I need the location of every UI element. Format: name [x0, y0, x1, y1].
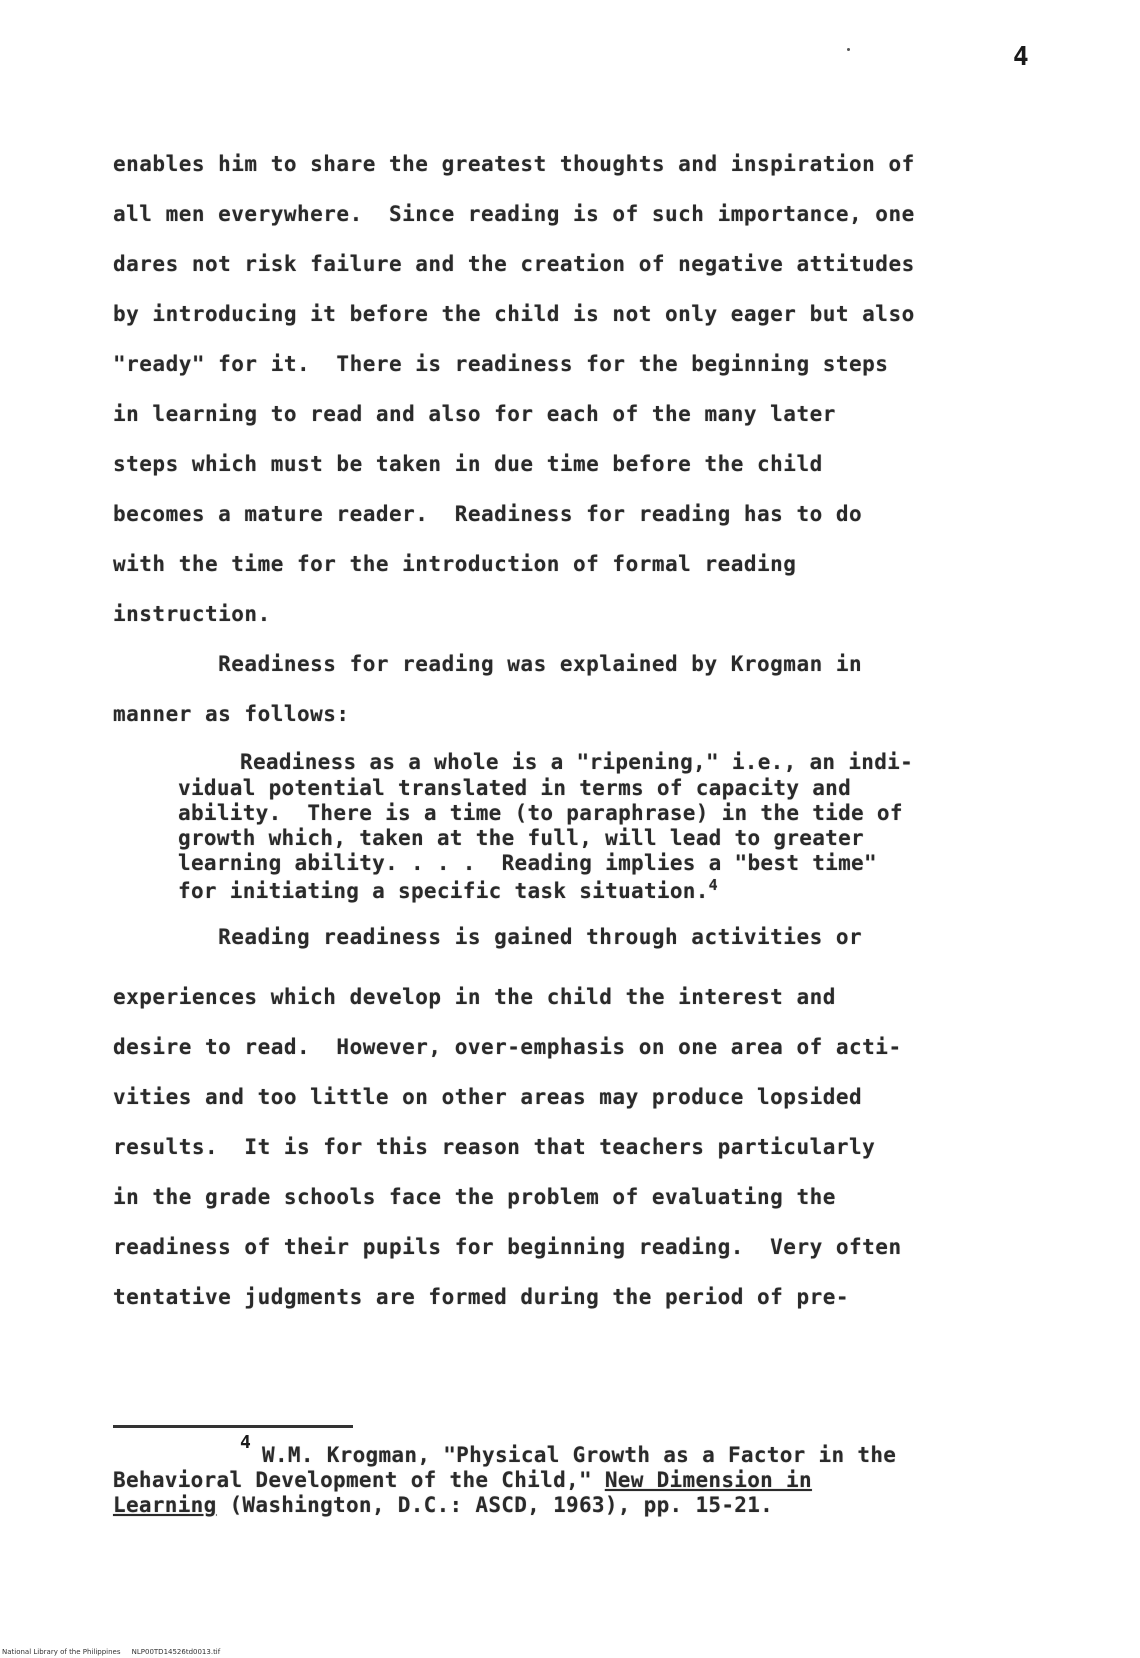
quote-line-text: for initiating a specific task situation. [178, 879, 709, 903]
text-line: tentative judgments are formed during the period of pre- [113, 1285, 850, 1309]
footnote-book-title: New Dimension in [604, 1468, 812, 1492]
footnote-number: 4 [240, 1432, 251, 1453]
text-line: becomes a mature reader. Readiness for reading has to do [113, 502, 863, 526]
footnote-reference: 4 [708, 876, 719, 894]
quote-line: vidual potential translated in terms of capacity and [178, 776, 852, 800]
footnote-text: Behavioral Development of the Child," [113, 1468, 605, 1492]
footnote-divider [113, 1425, 353, 1428]
quote-line: ability. There is a time (to paraphrase) in the tide of [178, 801, 903, 825]
text-line: all men everywhere. Since reading is of such importance, one [113, 202, 915, 226]
text-line: readiness of their pupils for beginning reading. Very often [113, 1235, 902, 1259]
text-line: by introducing it before the child is not only eager but also [113, 302, 915, 326]
text-line: results. It is for this reason that teachers particularly [113, 1135, 876, 1159]
text-line: instruction. [113, 602, 271, 626]
footnote-line: W.M. Krogman, "Physical Growth as a Factor in the [262, 1443, 897, 1467]
text-line: in the grade schools face the problem of evaluating the [113, 1185, 836, 1209]
footer-library: National Library of the Philippines [2, 1648, 121, 1656]
scan-footer [2, 1648, 220, 1656]
footnote-line [113, 1493, 773, 1517]
text-line: desire to read. However, over-emphasis on one area of acti- [113, 1035, 902, 1059]
footnote-book-title: Learning [113, 1493, 217, 1517]
quote-line: learning ability. . . . Reading implies a "best time" [178, 851, 877, 875]
text-line: in learning to read and also for each of the many later [113, 402, 836, 426]
text-line: experiences which develop in the child the interest and [113, 985, 836, 1009]
quote-line [178, 878, 718, 902]
quote-line: Readiness as a whole is a "ripening," i.e., an indi- [240, 750, 914, 774]
text-line: Reading readiness is gained through activities or [113, 925, 863, 949]
text-line: "ready" for it. There is readiness for the beginning steps [113, 352, 889, 376]
text-line: Readiness for reading was explained by Krogman in [113, 652, 863, 676]
text-line: steps which must be taken in due time before the child [113, 452, 823, 476]
footnote-line [113, 1468, 812, 1492]
text-line: manner as follows: [113, 702, 350, 726]
text-line: vities and too little on other areas may produce lopsided [113, 1085, 863, 1109]
footer-filename: NLP00TD14526td0013.tif [131, 1648, 221, 1656]
text-line: dares not risk failure and the creation of negative attitudes [113, 252, 915, 276]
footnote-text: (Washington, D.C.: ASCD, 1963), pp. 15-21. [216, 1493, 774, 1517]
text-line: with the time for the introduction of formal reading [113, 552, 797, 576]
page-number: 4 [1013, 42, 1029, 72]
text-line: enables him to share the greatest thoughts and inspiration of [113, 152, 915, 176]
quote-line: growth which, taken at the full, will lead to greater [178, 826, 864, 850]
scan-speck [847, 48, 850, 51]
